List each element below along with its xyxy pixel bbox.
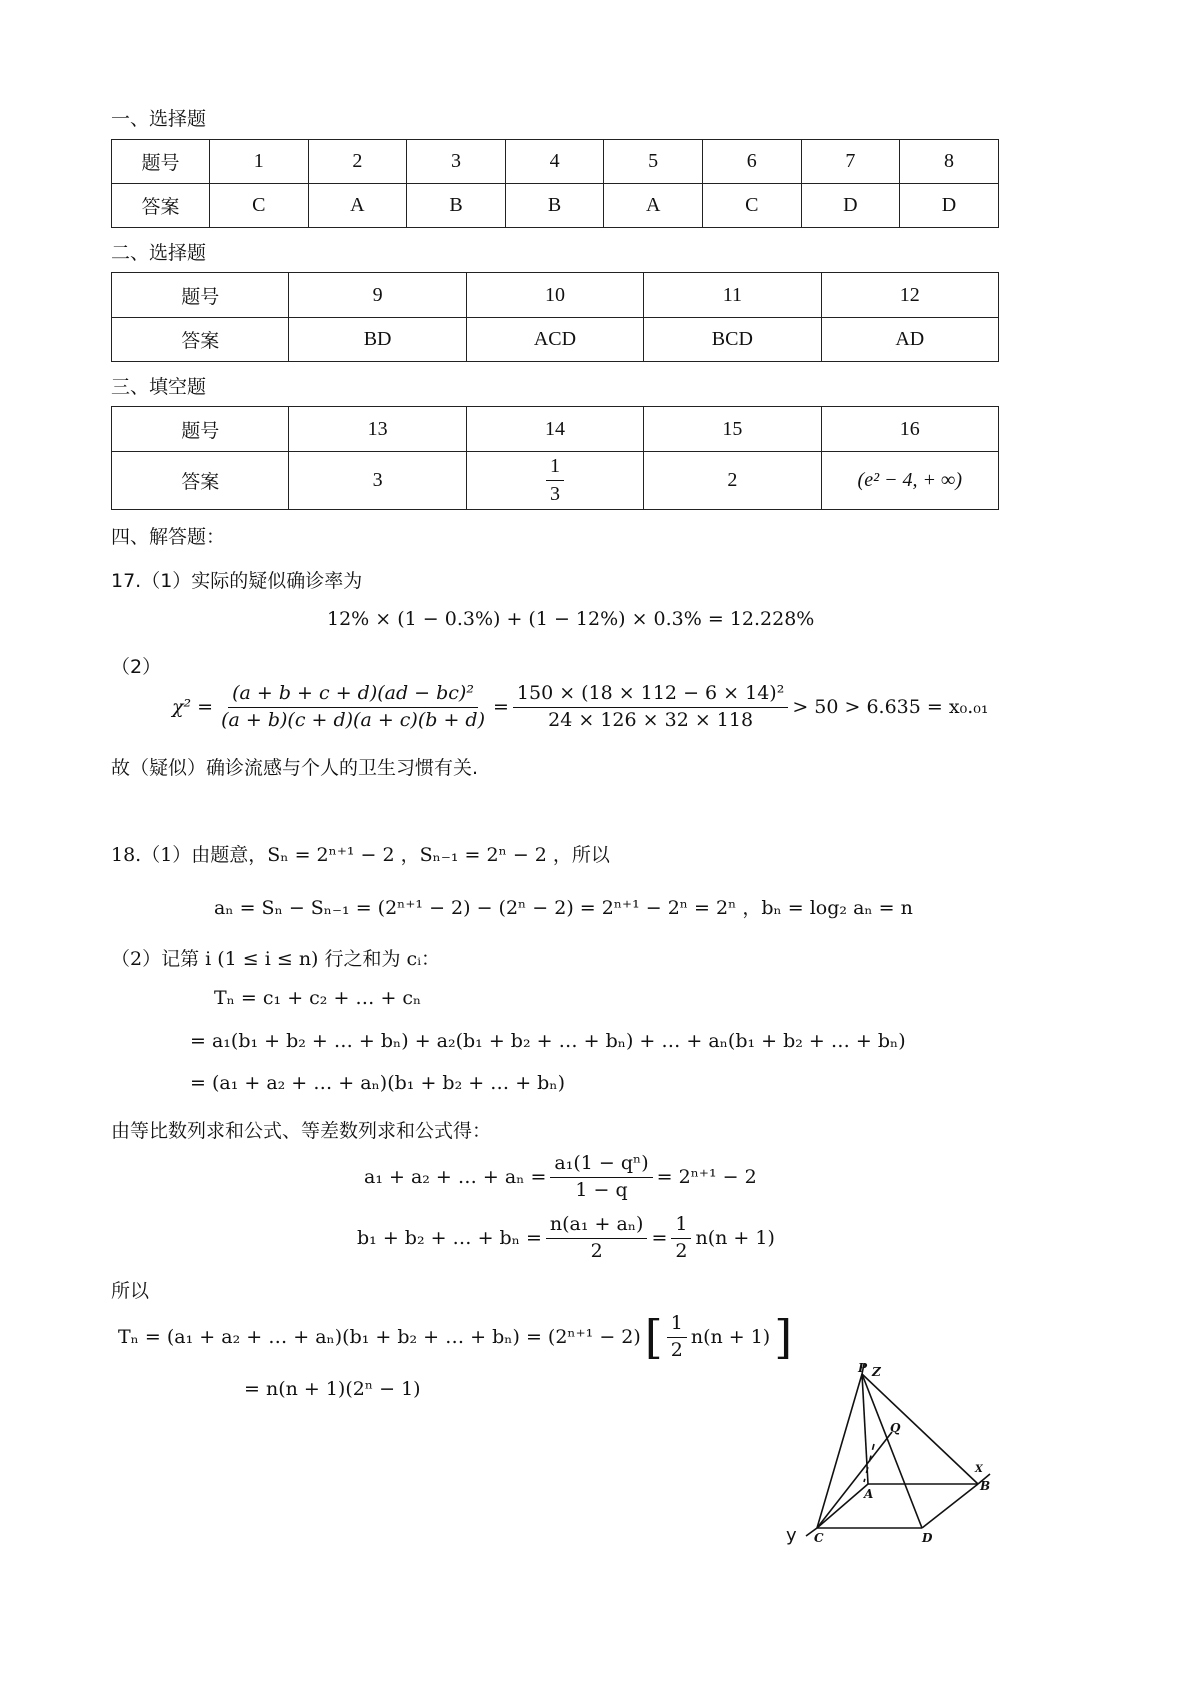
table-cell: AD bbox=[821, 318, 998, 362]
table-cell: 4 bbox=[505, 140, 604, 184]
table-header-question: 题号 bbox=[112, 273, 289, 318]
table-cell: 2 bbox=[308, 140, 407, 184]
line-CQ bbox=[817, 1432, 892, 1528]
label-P: P bbox=[858, 1361, 868, 1375]
section-2-title: 二、选择题 bbox=[111, 242, 207, 264]
tn-sum-line-1: Tₙ = c₁ + c₂ + … + cₙ bbox=[214, 987, 422, 1009]
tn-final-tail: n(n + 1) bbox=[690, 1326, 771, 1349]
table-header-answer: 答案 bbox=[112, 184, 210, 228]
fraction-denominator: 1 − q bbox=[575, 1178, 628, 1201]
edge-PD bbox=[862, 1374, 922, 1528]
table-header-answer: 答案 bbox=[112, 452, 289, 510]
answer-table-3 bbox=[111, 406, 999, 510]
table-cell: BD bbox=[289, 318, 466, 362]
tn-final-lhs: Tₙ = (a₁ + a₂ + … + aₙ)(b₁ + b₂ + … + bₙ) = (2ⁿ⁺¹ − 2) bbox=[118, 1326, 641, 1349]
table-cell: C bbox=[702, 184, 801, 228]
arithmetic-sum-rhs: n(n + 1) bbox=[695, 1227, 775, 1250]
table-row bbox=[112, 318, 999, 362]
table-cell: 16 bbox=[821, 407, 998, 452]
equals-sign: = bbox=[492, 696, 509, 719]
table-cell: 3 bbox=[289, 452, 466, 510]
table-cell: A bbox=[604, 184, 703, 228]
table-row bbox=[112, 407, 999, 452]
right-bracket: ] bbox=[774, 1310, 793, 1365]
problem-18-part-2: （2）记第 i (1 ≤ i ≤ n) 行之和为 cᵢ： bbox=[111, 948, 441, 970]
table-cell: 10 bbox=[466, 273, 643, 318]
fraction-numerator: (a + b + c + d)(ad − bc)² bbox=[228, 683, 478, 708]
left-bracket: [ bbox=[644, 1310, 663, 1365]
table-cell: 3 bbox=[407, 140, 506, 184]
fraction-denominator: 2 bbox=[675, 1239, 688, 1262]
fraction-numerator: 150 × (18 × 112 − 6 × 14)² bbox=[513, 683, 788, 708]
edge-PC bbox=[817, 1374, 862, 1528]
equals-sign: = bbox=[651, 1227, 668, 1250]
section-4-title: 四、解答题： bbox=[111, 526, 226, 548]
problem-18-intro: 18.（1）由题意，Sₙ = 2ⁿ⁺¹ − 2 ，Sₙ₋₁ = 2ⁿ − 2 ，所以 bbox=[111, 844, 610, 866]
table-cell: D bbox=[801, 184, 900, 228]
chi-square-equation bbox=[170, 683, 990, 732]
pyramid-figure bbox=[780, 1360, 1000, 1550]
table-cell: C bbox=[210, 184, 309, 228]
table-row bbox=[112, 273, 999, 318]
fraction-denominator: 3 bbox=[549, 483, 560, 505]
fraction-numerator: a₁(1 − qⁿ) bbox=[550, 1153, 652, 1178]
table-cell: 8 bbox=[900, 140, 999, 184]
geometric-sum-rhs: = 2ⁿ⁺¹ − 2 bbox=[656, 1166, 757, 1189]
label-C: C bbox=[814, 1531, 824, 1545]
table-cell: 1 bbox=[210, 140, 309, 184]
fraction-one-third bbox=[546, 455, 564, 506]
geometric-sum-fraction bbox=[550, 1153, 652, 1202]
table-cell: B bbox=[407, 184, 506, 228]
fraction-numerator: 1 bbox=[546, 455, 564, 481]
table-row bbox=[112, 140, 999, 184]
table-row bbox=[112, 184, 999, 228]
table-cell: 9 bbox=[289, 273, 466, 318]
problem-17-conclusion: 故（疑似）确诊流感与个人的卫生习惯有关. bbox=[111, 757, 479, 779]
table-header-question: 题号 bbox=[112, 140, 210, 184]
edge-CA bbox=[817, 1484, 868, 1528]
arithmetic-sum-lhs: b₁ + b₂ + … + bₙ = bbox=[357, 1227, 542, 1250]
chi-square-rhs: > 50 > 6.635 = x₀.₀₁ bbox=[792, 696, 989, 719]
edge-PB bbox=[862, 1374, 978, 1484]
table-header-answer: 答案 bbox=[112, 318, 289, 362]
answer-table-2 bbox=[111, 272, 999, 362]
table-cell: 5 bbox=[604, 140, 703, 184]
problem-17-equation-1: 12% × (1 − 0.3%) + (1 − 12%) × 0.3% = 12.228% bbox=[327, 608, 815, 630]
section-1-title: 一、选择题 bbox=[111, 108, 207, 130]
table-cell: 13 bbox=[289, 407, 466, 452]
fraction-denominator: (a + b)(c + d)(a + c)(b + d) bbox=[221, 708, 485, 731]
label-X: X bbox=[975, 1464, 983, 1475]
chi-square-formula-fraction bbox=[217, 683, 489, 732]
label-A: A bbox=[864, 1487, 874, 1501]
problem-17-part-2: （2） bbox=[111, 656, 162, 678]
label-Q: Q bbox=[890, 1421, 901, 1435]
edge-DB bbox=[922, 1484, 978, 1528]
table-cell: 12 bbox=[821, 273, 998, 318]
fraction-numerator: n(a₁ + aₙ) bbox=[546, 1214, 648, 1239]
table-cell: BCD bbox=[644, 318, 821, 362]
table-cell: 15 bbox=[644, 407, 821, 452]
label-B: B bbox=[980, 1479, 991, 1493]
section-3-title: 三、填空题 bbox=[111, 376, 207, 398]
table-cell: 6 bbox=[702, 140, 801, 184]
table-cell: 7 bbox=[801, 140, 900, 184]
one-half-fraction bbox=[667, 1313, 687, 1362]
geometric-sum-lhs: a₁ + a₂ + … + aₙ = bbox=[364, 1166, 547, 1189]
table-cell-fraction bbox=[466, 452, 643, 510]
table-cell: 11 bbox=[644, 273, 821, 318]
label-y: y bbox=[786, 1525, 797, 1546]
arithmetic-sum-fraction bbox=[546, 1214, 648, 1263]
table-cell: ACD bbox=[466, 318, 643, 362]
tn-sum-line-3: = (a₁ + a₂ + … + aₙ)(b₁ + b₂ + … + bₙ) bbox=[190, 1072, 565, 1094]
one-half-fraction bbox=[671, 1214, 691, 1263]
table-cell: D bbox=[900, 184, 999, 228]
answer-table-1 bbox=[111, 139, 999, 228]
label-D: D bbox=[922, 1531, 933, 1545]
chi-square-value-fraction bbox=[513, 683, 788, 732]
table-cell: (e² − 4, + ∞) bbox=[821, 452, 998, 510]
fraction-numerator: 1 bbox=[667, 1313, 687, 1338]
table-cell: A bbox=[308, 184, 407, 228]
table-cell: 14 bbox=[466, 407, 643, 452]
label-Z: Z bbox=[872, 1365, 881, 1379]
arithmetic-sum-equation bbox=[355, 1214, 777, 1263]
table-cell: B bbox=[505, 184, 604, 228]
fraction-denominator: 2 bbox=[670, 1338, 683, 1361]
tn-sum-line-2: = a₁(b₁ + b₂ + … + bₙ) + a₂(b₁ + b₂ + … + bₙ) + … + aₙ(b₁ + b₂ + … + bₙ) bbox=[190, 1030, 906, 1052]
fraction-denominator: 2 bbox=[590, 1239, 603, 1262]
problem-17-intro: 17.（1）实际的疑似确诊率为 bbox=[111, 570, 363, 592]
formula-intro: 由等比数列求和公式、等差数列求和公式得： bbox=[111, 1120, 492, 1142]
geometric-sum-equation bbox=[362, 1153, 759, 1202]
fraction-numerator: 1 bbox=[671, 1214, 691, 1239]
table-cell: 2 bbox=[644, 452, 821, 510]
fraction-denominator: 24 × 126 × 32 × 118 bbox=[548, 708, 754, 731]
so-label: 所以 bbox=[111, 1280, 150, 1302]
problem-18-equation-an: aₙ = Sₙ − Sₙ₋₁ = (2ⁿ⁺¹ − 2) − (2ⁿ − 2) = 2ⁿ⁺¹ − 2ⁿ = 2ⁿ ，bₙ = log₂ aₙ = n bbox=[214, 897, 913, 919]
tn-final-result: = n(n + 1)(2ⁿ − 1) bbox=[244, 1378, 421, 1400]
table-row bbox=[112, 452, 999, 510]
tn-final-equation bbox=[116, 1310, 794, 1365]
table-header-question: 题号 bbox=[112, 407, 289, 452]
chi-square-lhs: χ² = bbox=[172, 696, 214, 719]
